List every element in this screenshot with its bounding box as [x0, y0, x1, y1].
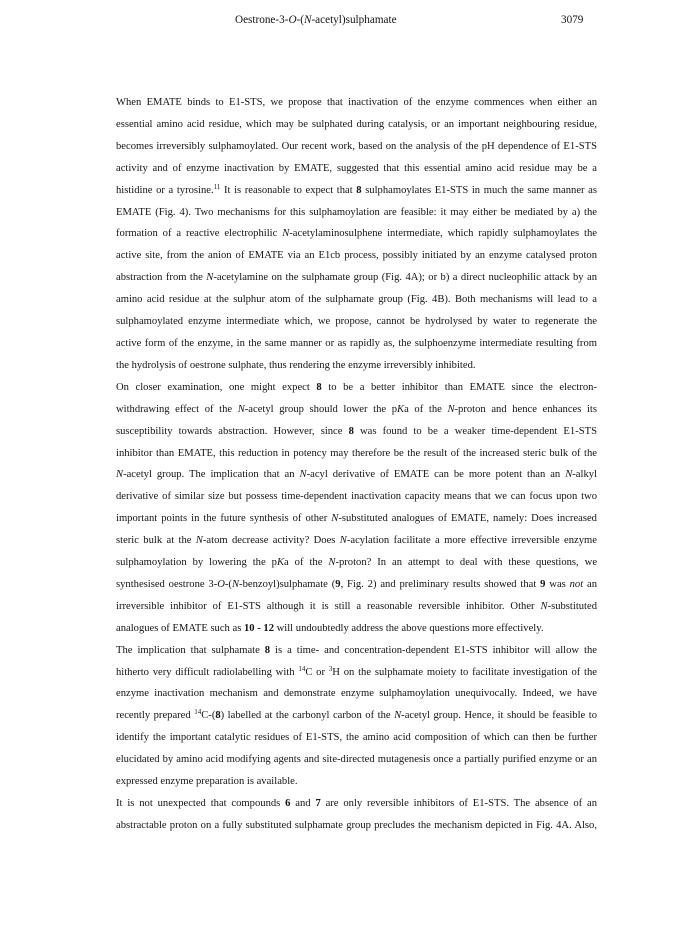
text-line: steric bulk at the N-atom decrease activity? Does N-acylation facilitate a more effective irreversible enzyme: [116, 535, 597, 547]
text-line: On closer examination, one might expect 8 to be a better inhibitor than EMATE since the electron-: [116, 381, 597, 393]
text-line: synthesised oestrone 3-O-(N-benzoyl)sulphamate (9, Fig. 2) and preliminary results showed that 9 was not an: [116, 578, 597, 590]
text-line: irreversible inhibitor of E1-STS although it is still a reasonable reversible inhibitor. Other N-substituted: [116, 600, 597, 612]
paragraph-3: [93, 640, 597, 793]
running-title: Oestrone-3-O-(N-acetyl)sulphamate: [235, 14, 397, 26]
text-line: hitherto very difficult radiolabelling with $^{14}$C or $^3$H on the sulphamate moiety to facilitate investigation of the: [116, 664, 597, 678]
text-line: active site, from the anion of EMATE via an E1cb process, possibly initiated by an enzyme catalysed proton: [116, 250, 597, 262]
text-line: active form of the enzyme, in the same manner or as rapidly as, the sulphoenzyme intermediate resulting from: [116, 337, 597, 349]
article-body: [93, 92, 597, 837]
text-line: withdrawing effect of the N-acetyl group should lower the pKa of the N-proton and hence enhances its: [116, 403, 598, 415]
text-line: enzyme inactivation mechanism and demonstrate enzyme sulphamoylation unequivocally. Indeed, we have: [116, 688, 597, 700]
paragraph-4: [93, 793, 597, 837]
text-line: sulphamoylated enzyme intermediate which, we propose, cannot be hydrolysed by water to regenerate the: [116, 316, 597, 328]
text-line: expressed enzyme preparation is available.: [116, 776, 298, 788]
text-line: formation of a reactive electrophilic N-acetylaminosulphene intermediate, which rapidly sulphamoylates the: [116, 228, 597, 240]
text-line: important points in the future synthesis of other N-substituted analogues of EMATE, namely: Does increased: [116, 513, 597, 525]
text-line: activity and of enzyme inactivation by EMATE, suggested that this essential amino acid residue may be a: [116, 162, 597, 174]
page-header: [0, 14, 687, 34]
text-line: essential amino acid residue, which may be sulphated during catalysis, or an important neighbouring residue,: [116, 118, 597, 130]
text-line: inhibitor than EMATE, this reduction in potency may therefore be the result of the increased steric bulk of the: [116, 447, 597, 459]
text-line: recently prepared $^{14}$C-(8) labelled at the carbonyl carbon of the N-acetyl group. Hence, it should be feasible to: [116, 708, 598, 722]
text-line: When EMATE binds to E1-STS, we propose that inactivation of the enzyme commences when either an: [116, 97, 597, 108]
text-line: N-acetyl group. The implication that an N-acyl derivative of EMATE can be more potent than an N-alkyl: [116, 469, 597, 481]
text-line: identify the important catalytic residues of E1-STS, the amino acid composition of which can then be further: [116, 732, 597, 744]
text-line: derivative of similar size but possess time-dependent inactivation capacity means that we can focus upon two: [116, 491, 597, 503]
text-line: the hydrolysis of oestrone sulphate, thus rendering the enzyme irreversibly inhibited.: [116, 359, 476, 371]
text-line: It is not unexpected that compounds 6 and 7 are only reversible inhibitors of E1-STS. The absence of an: [116, 798, 598, 809]
text-line: susceptibility towards abstraction. However, since 8 was found to be a weaker time-dependent E1-STS: [116, 425, 597, 437]
text-line: sulphamoylation by lowering the pKa of the N-proton? In an attempt to deal with these questions, we: [116, 557, 598, 569]
text-line: analogues of EMATE such as 10 - 12 will undoubtedly address the above questions more effectively.: [116, 622, 544, 634]
text-line: abstractable proton on a fully substituted sulphamate group precludes the mechanism depicted in Fig. 4A. Also,: [116, 819, 597, 831]
page-number: 3079: [561, 14, 584, 26]
text-line: histidine or a tyrosine.$^{11}$ It is reasonable to expect that 8 sulphamoylates E1-STS in much the same manner as: [116, 182, 597, 196]
text-line: The implication that sulphamate 8 is a time- and concentration-dependent E1-STS inhibitor will allow the: [116, 644, 597, 656]
paragraph-1: [93, 92, 597, 377]
text-line: elucidated by amino acid modifying agents and site-directed mutagenesis once a partially purified enzyme or an: [116, 754, 597, 766]
text-line: becomes irreversibly sulphamoylated. Our recent work, based on the analysis of the pH dependence of E1-STS: [116, 140, 597, 152]
paragraph-2: [93, 377, 597, 640]
text-line: amino acid residue at the sulphur atom of the sulphamate group (Fig. 4B). Both mechanisms will lead to a: [116, 294, 597, 306]
text-line: abstraction from the N-acetylamine on the sulphamate group (Fig. 4A); or b) a direct nucleophilic attack by an: [116, 272, 597, 284]
text-line: EMATE (Fig. 4). Two mechanisms for this sulphamoylation are feasible: it may either be mediated by a) the: [116, 206, 597, 218]
